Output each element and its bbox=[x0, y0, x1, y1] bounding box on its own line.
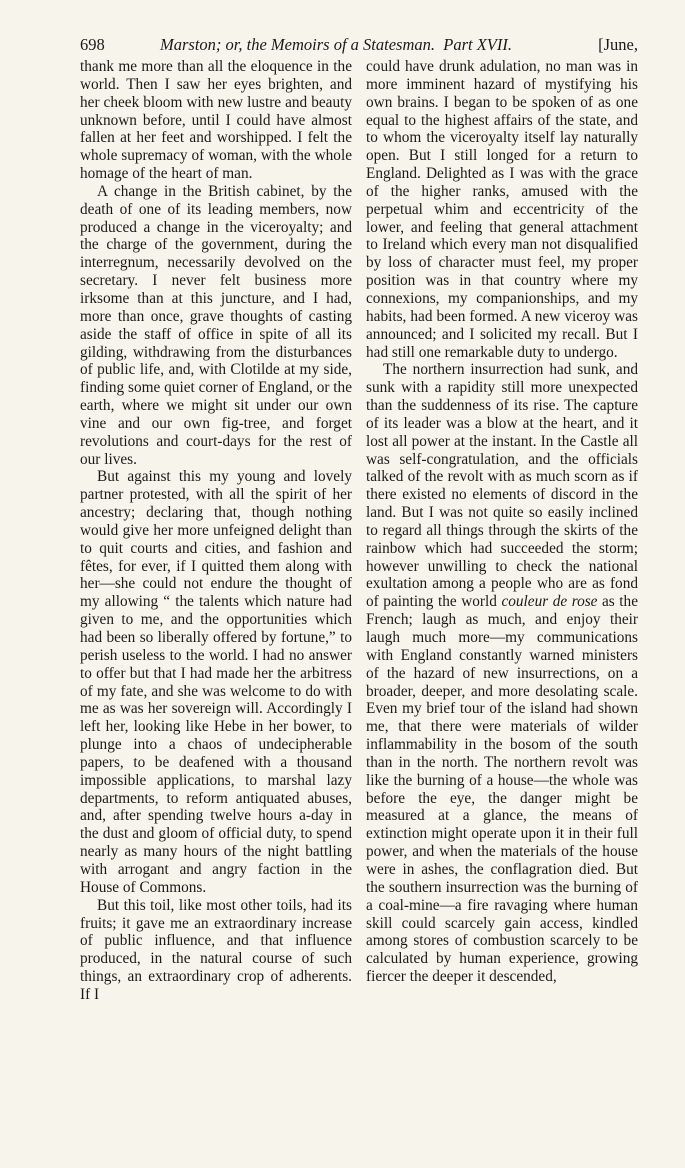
paragraph bbox=[366, 361, 638, 986]
running-date: [June, bbox=[598, 35, 638, 54]
running-header bbox=[80, 34, 638, 56]
running-title-subtitle: ; or, the Memoirs of a Statesman. bbox=[215, 35, 435, 54]
paragraph-text: The northern insurrection had sunk, and sunk with a rapidity still more unexpected than the suddenness of its rise. The capture of its leader was a blow at the heart, and it lost all power at the instant. In the Castle all was self-congratulation, and the officials talked of the revolt with as much scorn as if there existed no elements of discord in the land. But I was not quite so easily inclined to regard all things through the skirts of the rainbow which had succeeded the storm; however unwilling to check the national exultation among a people who are as fond of painting the world bbox=[366, 361, 638, 611]
running-title-name: Marston bbox=[160, 35, 216, 54]
italic-phrase: couleur de rose bbox=[501, 593, 598, 611]
running-title bbox=[160, 34, 512, 56]
paragraph-text: as the French; laugh as much, and enjoy their laugh much more—my communications with England constantly warned ministers of the hazard of new insurrections, on a broader, deeper, and more desolating scale. Even my brief tour of the island had shown me, that there were materials of wilder inflammability in the bosom of the south than in the north. The northern revolt was like the burning of a house—the whole was before the eye, the danger might be measured at a glance, the means of extinction might operate upon it in their full power, and when the materials of the house were in ashes, the conflagration died. But the southern insurrection was the burning of a coal-mine—a fire ravaging where human skill could scarcely gain access, kindled among stores of combustion scarcely to be calculated by human experience, growing fiercer the deeper it descended, bbox=[366, 593, 638, 986]
running-title-part: Part XVII. bbox=[443, 35, 512, 54]
page-number: 698 bbox=[80, 35, 105, 54]
paragraph: But this toil, like most other toils, had its fruits; it gave me an extraordinary increase of public influence, and that influence produced, in the natural course of such things, an extraordinary crop of adherents. If I bbox=[80, 896, 352, 1003]
paragraph: But against this my young and lovely partner protested, with all the spirit of her ancestry; declaring that, though nothing would give her more unfeigned delight than to quit courts and cities, and fashion and fêtes, for ever, if I quitted them along with her—she could not endure the thought of my allowing “ the talents which nature had given to me, and the opportunities which had been so liberally offered by fortune,” to perish useless to the world. I had no answer to offer but that I had made her the arbitress of my fate, and she was welcome to do with me as was her sovereign will. Accordingly I left her, looking like Hebe in her bower, to plunge into a chaos of undecipherable papers, to be deafened with a thousand impossible applications, to marshal lazy departments, to reform antiquated abuses, and, after spending twelve hours a-day in the dust and gloom of official duty, to spend nearly as many hours of the night battling with arrogant and angry faction in the House of Commons. bbox=[80, 468, 352, 896]
right-column bbox=[366, 58, 638, 986]
paragraph: A change in the British cabinet, by the death of one of its leading members, now produced a change in the viceroyalty; and the charge of the government, during the interregnum, necessarily devolved on the secretary. I never felt business more irksome than at this juncture, and I had, more than once, grave thoughts of casting aside the staff of office in spite of all its gilding, withdrawing from the disturbances of public life, and, with Clotilde at my side, finding some quiet corner of England, or the earth, where we might sit under our own vine and our own fig-tree, and forget revolutions and court-days for the rest of our lives. bbox=[80, 182, 352, 468]
paragraph: thank me more than all the eloquence in the world. Then I saw her eyes brighten, and her cheek bloom with new lustre and beauty unknown before, until I could have almost fallen at her feet and worshipped. I felt the whole supremacy of woman, with the whole homage of the heart of man. bbox=[80, 58, 352, 183]
paragraph: could have drunk adulation, no man was in more imminent hazard of mystifying his own brains. I began to be spoken of as one equal to the highest affairs of the state, and to whom the viceroyalty itself lay naturally open. But I still longed for a return to England. Delighted as I was with the grace of the higher ranks, amused with the perpetual whim and eccentricity of the lower, and feeling that general attachment to Ireland which every man not disqualified by loss of character must feel, my proper position was in that country where my connexions, my companionships, and my habits, had been formed. A new viceroy was announced; and I solicited my recall. But I had still one remarkable duty to undergo. bbox=[366, 58, 638, 361]
left-column bbox=[80, 58, 352, 1004]
